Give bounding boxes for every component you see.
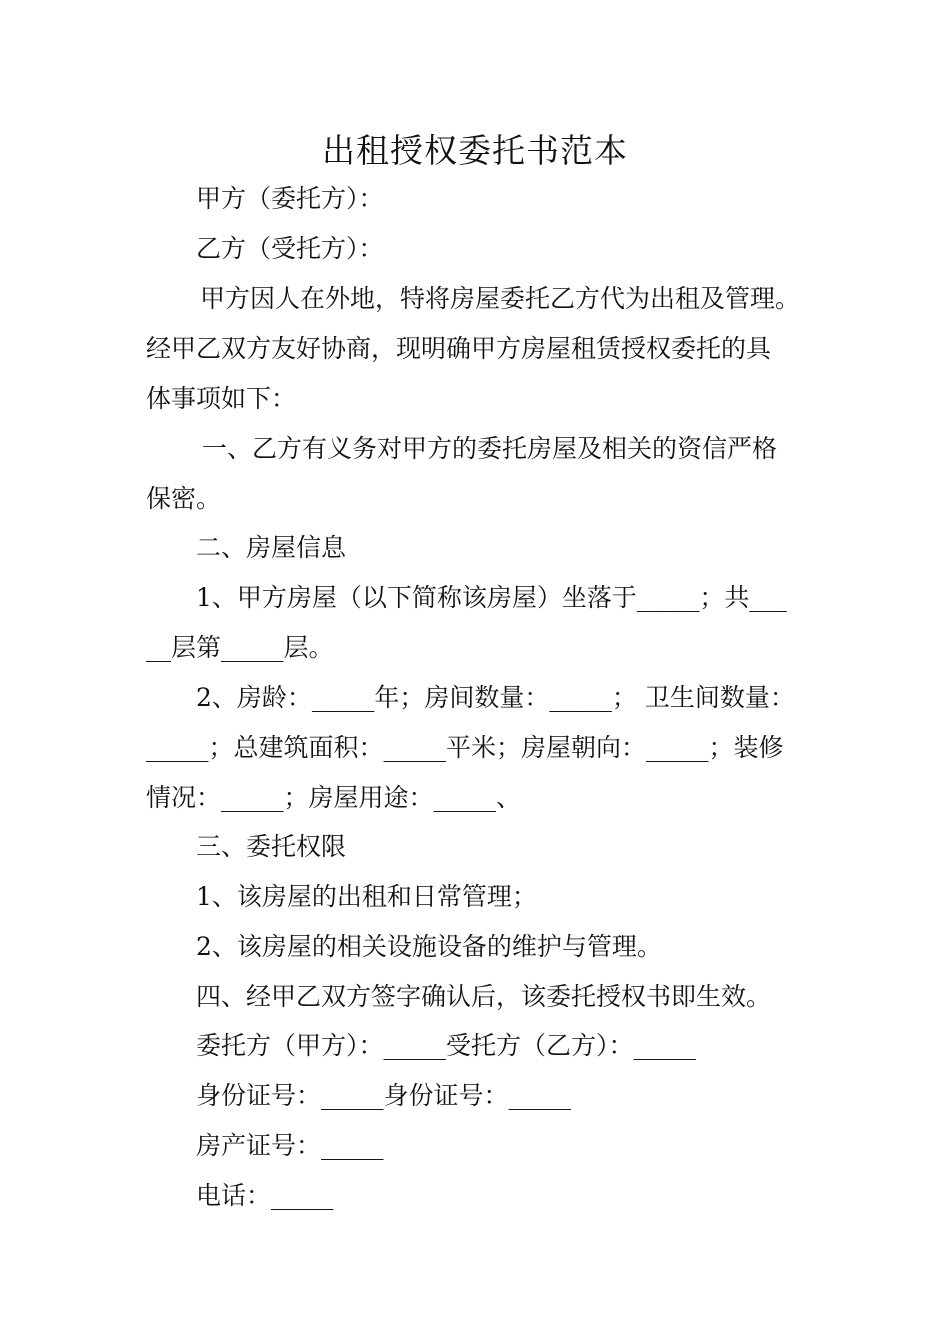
intro-line-1: 甲方因人在外地，特将房屋委托乙方代为出租及管理。 <box>200 284 801 313</box>
phone-line: 电话：_____ <box>196 1181 334 1210</box>
item-3-1: 1、该房屋的出租和日常管理； <box>196 882 537 911</box>
intro-line-2: 经甲乙双方友好协商，现明确甲方房屋租赁授权委托的具 <box>146 334 772 363</box>
signature-id-line: 身份证号：_____身份证号：_____ <box>196 1081 572 1110</box>
party-a-label: 甲方（委托方）： <box>196 184 384 213</box>
property-cert-line: 房产证号：_____ <box>196 1131 384 1160</box>
signature-principal-line: 委托方（甲方）：_____受托方（乙方）：_____ <box>196 1031 697 1060</box>
section-3-heading: 三、委托权限 <box>196 832 347 861</box>
clause-1-line-1: 一、乙方有义务对甲方的委托房屋及相关的资信严格 <box>202 434 778 463</box>
document-title: 出租授权委托书范本 <box>322 131 628 170</box>
item-2-2-line-3: 情况：_____；房屋用途：_____、 <box>146 783 522 812</box>
section-4: 四、经甲乙双方签字确认后，该委托授权书即生效。 <box>196 982 772 1011</box>
item-2-2-line-2: _____；总建筑面积：_____平米；房屋朝向：_____；装修 <box>146 733 784 762</box>
section-2-heading: 二、房屋信息 <box>196 533 347 562</box>
item-2-1-line-2: __层第_____层。 <box>146 633 334 662</box>
item-2-1-line-1: 1、甲方房屋（以下简称该房屋）坐落于_____；共___ <box>196 583 787 612</box>
item-3-2: 2、该房屋的相关设施设备的维护与管理。 <box>196 932 662 961</box>
clause-1-line-2: 保密。 <box>146 484 222 513</box>
item-2-2-line-1: 2、房龄：_____年；房间数量：_____； 卫生间数量： <box>196 683 795 712</box>
intro-line-3: 体事项如下： <box>146 384 297 413</box>
party-b-label: 乙方（受托方）： <box>196 234 384 263</box>
